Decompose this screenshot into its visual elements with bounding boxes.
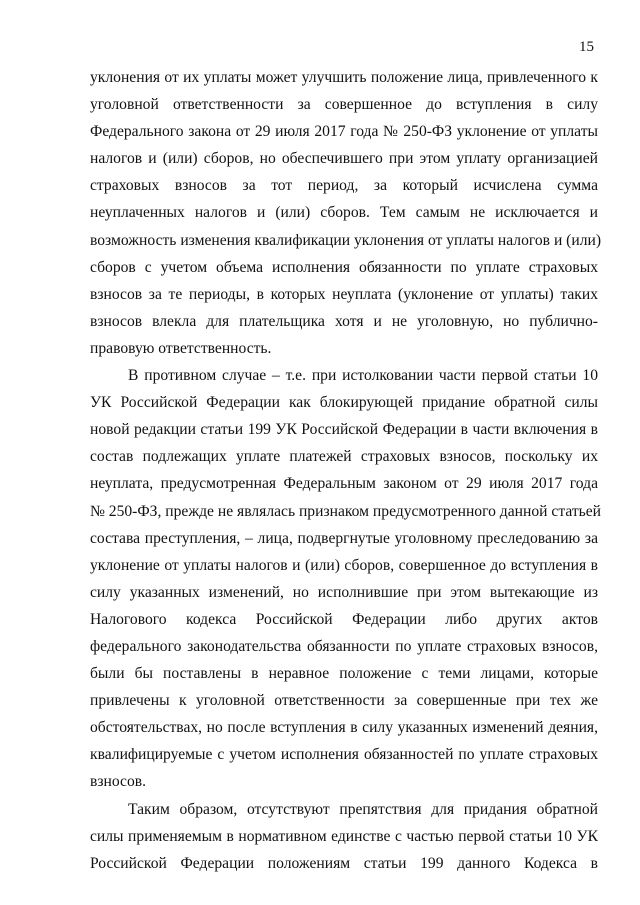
- paragraph-3: [90, 796, 598, 877]
- text-line: взносов влекла для плательщика хотя и не уголовную, но публично-: [90, 312, 598, 330]
- text-line: уголовной ответственности за совершенное до вступления в силу: [90, 96, 598, 114]
- text-line: взносов.: [90, 773, 147, 791]
- text-line: В противном случае – т.е. при истолковании части первой статьи 10: [128, 367, 598, 385]
- text-line: привлечены к уголовной ответственности за совершенные при тех же: [90, 692, 598, 710]
- text-line: Российской Федерации положениям статьи 199 данного Кодекса в: [90, 854, 598, 872]
- text-line: квалифицируемые с учетом исполнения обязанностей по уплате страховых: [90, 746, 598, 764]
- text-line: федерального законодательства обязанности по уплате страховых взносов,: [90, 637, 598, 655]
- text-line: УК Российской Федерации как блокирующей придание обратной силы: [90, 394, 598, 412]
- text-line: уклонения от их уплаты может улучшить положение лица, привлеченного к: [90, 69, 598, 86]
- text-line: уклонение от уплаты налогов и (или) сборов, совершенное до вступления в: [90, 556, 598, 574]
- text-line: состав подлежащих уплате платежей страховых взносов, поскольку их: [90, 448, 598, 466]
- paragraph-1: [90, 64, 602, 362]
- text-line: были бы поставлены в неравное положение с теми лицами, которые: [90, 665, 598, 683]
- text-line: неуплаченных налогов и (или) сборов. Тем самым не исключается и: [90, 204, 598, 222]
- text-line: обстоятельствах, но после вступления в силу указанных изменений деяния,: [90, 719, 598, 737]
- paragraph-2: [90, 362, 602, 796]
- text-line: сборов с учетом объема исполнения обязанности по уплате страховых: [90, 258, 598, 276]
- text-line: страховых взносов за тот период, за который исчислена сумма: [90, 177, 598, 195]
- text-line: новой редакции статьи 199 УК Российской Федерации в части включения в: [90, 421, 598, 439]
- text-line: неуплата, предусмотренная Федеральным законом от 29 июля 2017 года: [90, 475, 598, 493]
- text-line: Таким образом, отсутствуют препятствия для придания обратной: [128, 800, 598, 818]
- text-line: правовую ответственность.: [90, 339, 272, 357]
- body-text: [90, 64, 602, 877]
- text-line: состава преступления, – лица, подвергнутые уголовному преследованию за: [90, 529, 598, 547]
- text-line: Налогового кодекса Российской Федерации либо других актов: [90, 610, 598, 628]
- text-line: налогов и (или) сборов, но обеспечившего при этом уплату организацией: [90, 150, 598, 168]
- text-line: силу указанных изменений, но исполнившие при этом вытекающие из: [90, 583, 598, 601]
- text-line: возможность изменения квалификации уклонения от уплаты налогов и (или): [90, 231, 602, 249]
- text-line: Федерального закона от 29 июля 2017 года № 250-ФЗ уклонение от уплаты: [90, 123, 598, 141]
- page-number: 15: [579, 39, 594, 55]
- text-line: силы применяемым в нормативном единстве с частью первой статьи 10 УК: [90, 827, 598, 845]
- text-line: взносов за те периоды, в которых неуплата (уклонение от уплаты) таких: [90, 285, 598, 303]
- text-line: № 250-ФЗ, прежде не являлась признаком предусмотренного данной статьей: [90, 502, 602, 520]
